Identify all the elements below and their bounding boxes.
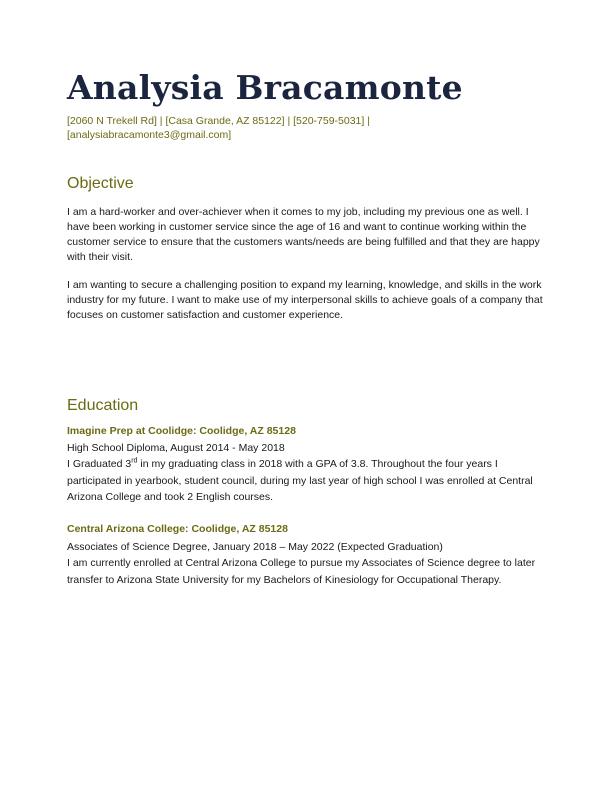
education-school-2: Central Arizona College: Coolidge, AZ 85128 xyxy=(67,523,288,535)
education-degree-2: Associates of Science Degree, January 2018 – May 2022 (Expected Graduation) xyxy=(67,541,443,553)
objective-heading: Objective xyxy=(67,175,134,192)
education-description-1-post: in my graduating class in 2018 with a GPA of 3.8. Throughout the four years I participated in yearbook, student council, during my last year of high school I was enrolled at Central Arizona College and took 2 English courses. xyxy=(67,458,533,503)
contact-separator: | xyxy=(364,115,370,127)
contact-address: [2060 N Trekell Rd] xyxy=(67,115,157,127)
education-description-1-sup: rd xyxy=(131,457,138,465)
education-school-1: Imagine Prep at Coolidge: Coolidge, AZ 85128 xyxy=(67,425,296,437)
education-description-2: I am currently enrolled at Central Arizona College to pursue my Associates of Science degree to later transfer to Arizona State University for my Bachelors of Kinesiology for Occupational Therapy. xyxy=(67,557,536,586)
objective-paragraph-1: I am a hard-worker and over-achiever when it comes to my job, including my previous one as well. I have been working in customer service since the age of 16 and want to continue working within the customer service to ensure that the customers wants/needs are being fulfilled and that they are happy with their visit. xyxy=(67,206,540,263)
education-description-1 xyxy=(67,456,545,506)
contact-info xyxy=(67,115,547,142)
education-description-1-pre: I Graduated 3 xyxy=(67,458,132,470)
contact-phone: [520-759-5031] xyxy=(293,115,365,127)
contact-email[interactable]: [analysiabracamonte3@gmail.com] xyxy=(67,128,232,141)
education-degree-1: High School Diploma, August 2014 - May 2018 xyxy=(67,442,285,454)
applicant-name: Analysia Bracamonte xyxy=(67,68,463,107)
contact-separator: | xyxy=(284,115,294,127)
contact-separator: | xyxy=(156,115,166,127)
education-heading: Education xyxy=(67,397,139,414)
contact-city: [Casa Grande, AZ 85122] xyxy=(165,115,285,127)
objective-paragraph-2: I am wanting to secure a challenging position to expand my learning, knowledge, and skills in the work industry for my future. I want to make use of my interpersonal skills to achieve goals of a company that focuses on customer satisfaction and customer experience. xyxy=(67,279,543,321)
